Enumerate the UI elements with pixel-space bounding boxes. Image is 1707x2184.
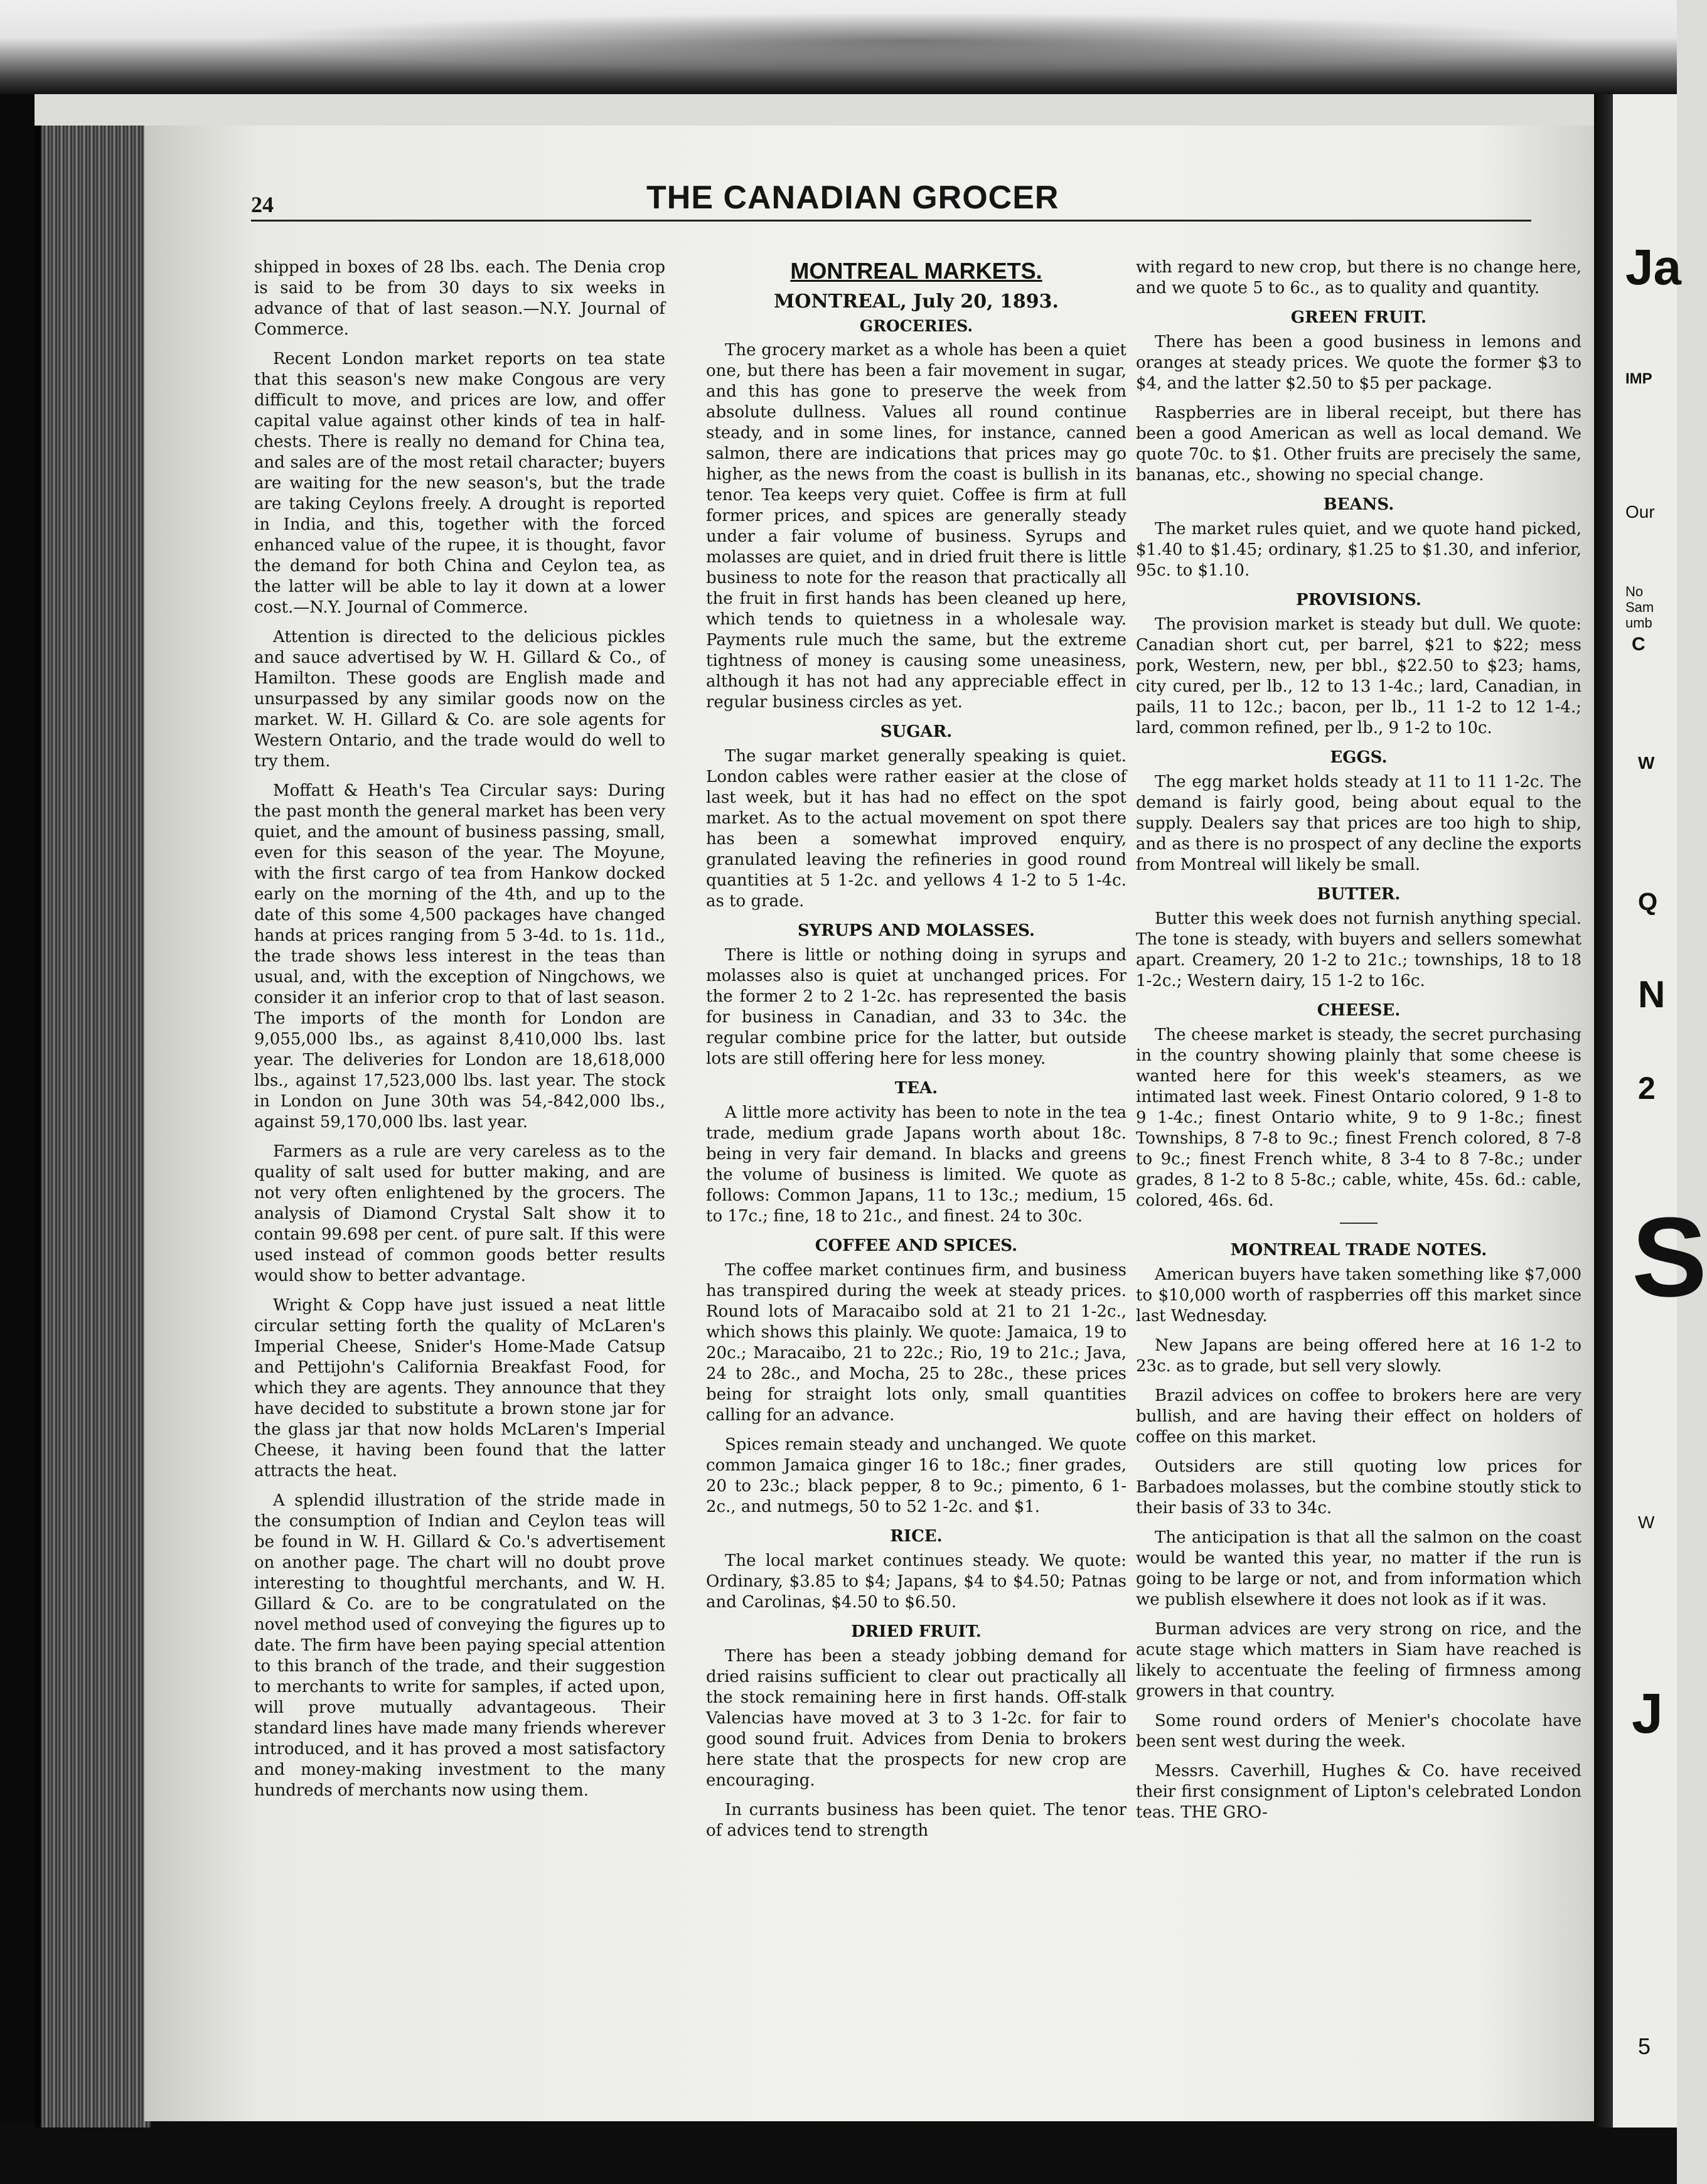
header-rule	[251, 220, 1531, 222]
film-top-border	[0, 0, 1677, 94]
article-paragraph: A splendid illustration of the stride made in the consumption of Indian and Ceylon teas will be found in W. H. Gillard & Co.'s advertisement on another page. The chart will no doubt prove interesting to thoughtful merchants, and W. H. Gillard & Co. are to be congratulated on the novel method used of conveying the figures up to date. The firm have been paying special attention to this branch of the trade, and their suggestion to merchants to write for samples, if acted upon, will prove mutually advantageous. Their standard lines have made many friends wherever introduced, and it has proved a most satisfactory and money-making investment to the many hundreds of merchants now using them.	[254, 1491, 665, 1800]
section-heading: RICE.	[890, 1527, 943, 1546]
market-report: The coffee market continues firm, and business has transpired during the week at steady prices. Round lots of Maracaibo sold at 21 to 21 1-2c., which shows this plainly. We quote: Jamaica, 19 to 20c.; Maracaibo, 21 to 22c.; Rio, 19 to 21c.; Java, 24 to 28c., and Mocha, 25 to 28c., these prices being for straight lots only, small quantities calling for an advance.	[706, 1261, 1126, 1425]
section-heading: COFFEE AND SPICES.	[815, 1236, 1018, 1255]
trade-note: New Japans are being offered here at 16 1-2 to 23c. as to grade, but sell very slowly.	[1136, 1336, 1581, 1376]
market-report: The sugar market generally speaking is quiet. London cables were rather easier at the close of last week, but it has had no effect on the spot market. As to the actual movement on spot there has been a somewhat improved enquiry, granulated leaving the refineries in good round quantities at 5 1-2c. and yellows 4 1-2 to 5 1-4c. as to grade.	[706, 747, 1126, 911]
section-heading: EGGS.	[1330, 748, 1388, 767]
page-header	[251, 179, 1531, 223]
trade-note: Brazil advices on coffee to brokers here are very bullish, and are having their effect on holders of coffee on this market.	[1136, 1386, 1581, 1447]
book-spine	[35, 126, 151, 2128]
fragment: W	[1638, 1512, 1655, 1532]
fragment: 2	[1638, 1071, 1656, 1106]
market-report: The local market continues steady. We quote: Ordinary, $3.85 to $4; Japans, $4 to $4.50; Patnas and Carolinas, $4.50 to $6.50.	[706, 1551, 1126, 1612]
section-heading: BEANS.	[1323, 495, 1394, 514]
fragment: No	[1625, 584, 1644, 599]
market-report: There has been a steady jobbing demand for dried raisins sufficient to clear out practically all the stock remaining here in first hands. Off-stalk Valencias have moved at 3 to 3 1-2c. for fair to good sound fruit. Advices from Denia to brokers here state that the prospects for new crop are encouraging.	[706, 1647, 1126, 1790]
section-heading: GROCERIES.	[859, 317, 973, 335]
market-report: The market rules quiet, and we quote hand picked, $1.40 to $1.45; ordinary, $1.25 to $1.30, and inferior, 95c. to $1.10.	[1136, 520, 1581, 580]
section-heading: SUGAR.	[880, 722, 953, 741]
trade-note: Messrs. Caverhill, Hughes & Co. have received their first consignment of Lipton's celebrated London teas. THE GRO-	[1136, 1762, 1581, 1822]
section-divider	[1340, 1223, 1378, 1224]
market-report: Spices remain steady and unchanged. We quote common Jamaica ginger 16 to 18c.; finer grades, 20 to 23c.; black pepper, 8 to 9c.; pimento, 6 1-2c., and nutmegs, 50 to 52 1-2c. and $1.	[706, 1435, 1126, 1516]
section-masthead: MONTREAL MARKETS.	[790, 258, 1042, 284]
fragment: S	[1632, 1194, 1707, 1320]
fragment: W	[1638, 753, 1655, 773]
market-report: A little more activity has been to note in the tea trade, medium grade Japans worth about 18c. being in very fair demand. In blacks and greens the volume of business is limited. We quote as follows: Common Japans, 11 to 13c.; medium, 15 to 17c.; fine, 18 to 21c., and finest. 24 to 30c.	[706, 1103, 1126, 1226]
column-1	[254, 257, 665, 2109]
fragment: Our	[1625, 502, 1655, 522]
fragment: IMP	[1625, 370, 1652, 387]
article-paragraph: Recent London market reports on tea state that this season's new make Congous are very difficult to move, and prices are low, and offer capital value against other kinds of tea in half-chests. There is really no demand for China tea, and sales are of the most retail character; buyers are waiting for the new season's, but the trade are taking Ceylons freely. A drought is reported in India, and this, together with the forced enhanced value of the rupee, it is thought, favor the demand for both China and Ceylon tea, as the latter will be able to lay it down at a lower cost.—N.Y. Journal of Commerce.	[254, 350, 665, 617]
fragment: Ja	[1625, 239, 1681, 295]
market-report: with regard to new crop, but there is no change here, and we quote 5 to 6c., as to quality and quantity.	[1136, 258, 1581, 297]
article-paragraph: Attention is directed to the delicious pickles and sauce advertised by W. H. Gillard & Co., of Hamilton. These goods are English made and unsurpassed by any similar goods now on the market. W. H. Gillard & Co. are sole agents for Western Ontario, and the trade would do well to try them.	[254, 628, 665, 771]
page-number: 24	[251, 192, 274, 217]
adjacent-page	[1613, 94, 1707, 2128]
section-heading: CHEESE.	[1317, 1001, 1401, 1020]
column-3	[1136, 257, 1581, 2109]
fragment: Sam	[1625, 599, 1654, 615]
article-paragraph: Farmers as a rule are very careless as to the quality of salt used for butter making, and are not very often enlightened by the grocers. The analysis of Diamond Crystal Salt show it to contain 99.698 per cent. of pure salt. If this were used instead of common goods better results would show to better advantage.	[254, 1142, 665, 1285]
trade-notes-heading: MONTREAL TRADE NOTES.	[1230, 1241, 1487, 1260]
fragment: J	[1632, 1683, 1664, 1745]
fragment: C	[1632, 634, 1645, 655]
article-paragraph: shipped in boxes of 28 lbs. each. The Denia crop is said to be from 30 days to six weeks in advance of that of last season.—N.Y. Journal of Commerce.	[254, 258, 665, 339]
section-heading: PROVISIONS.	[1296, 591, 1421, 609]
market-report: Raspberries are in liberal receipt, but there has been a good American as well as local demand. We quote 70c. to $1. Other fruits are precisely the same, bananas, etc., showing no special change.	[1136, 404, 1581, 484]
film-left-border	[0, 94, 35, 2128]
trade-note: Some round orders of Menier's chocolate have been sent west during the week.	[1136, 1711, 1581, 1751]
section-heading: DRIED FRUIT.	[851, 1622, 982, 1641]
market-report: Butter this week does not furnish anything special. The tone is steady, with buyers and sellers somewhat apart. Creamery, 20 1-2 to 21c.; townships, 18 to 18 1-2c.; Western dairy, 15 1-2 to 16c.	[1136, 909, 1581, 990]
fragment: 5	[1638, 2033, 1651, 2059]
page-gutter	[1594, 94, 1613, 2128]
section-heading: TEA.	[894, 1079, 938, 1098]
market-report: The egg market holds steady at 11 to 11 1-2c. The demand is fairly good, being about equal to the supply. Dealers say that prices are too high to ship, and as there is no prospect of any decline the exports from Montreal will likely be small.	[1136, 773, 1581, 874]
column-2	[706, 257, 1126, 2109]
article-paragraph: Moffatt & Heath's Tea Circular says: During the past month the general market has been very quiet, and the amount of business passing, small, even for this season of the year. The Moyune, with the first cargo of tea from Hankow docked early on the morning of the 4th, and up to the date of this some 4,500 packages have changed hands at prices ranging from 5 3-4d. to 1s. 11d., the trade shows less interest in the teas than usual, and, with the exception of Ningchows, we consider it an inferior crop to that of last season. The imports of the month for London are 9,055,000 lbs., as against 8,410,000 lbs. last year. The deliveries for London are 18,618,000 lbs., against 17,523,000 lbs. last year. The stock in London on June 30th was 54,-842,000 lbs., against 59,170,000 lbs. last year.	[254, 781, 665, 1132]
article-paragraph: Wright & Copp have just issued a neat little circular setting forth the quality of McLaren's Imperial Cheese, Snider's Home-Made Catsup and Pettijohn's California Breakfast Food, for which they are agents. They announce that they have decided to substitute a brown stone jar for the glass jar that now holds McLaren's Imperial Cheese, it having been found that the latter attracts the heat.	[254, 1296, 665, 1480]
fragment: umb	[1625, 615, 1652, 631]
market-report: In currants business has been quiet. The tenor of advices tend to strength	[706, 1801, 1126, 1840]
trade-note: Outsiders are still quoting low prices for Barbadoes molasses, but the combine stoutly stick to their basis of 33 to 34c.	[1136, 1457, 1581, 1518]
trade-note: The anticipation is that all the salmon on the coast would be wanted this year, no matter if the run is going to be large or not, and from information which we publish elsewhere it does not look as if it was.	[1136, 1528, 1581, 1609]
dateline: MONTREAL, July 20, 1893.	[774, 291, 1059, 313]
section-heading: GREEN FRUIT.	[1290, 308, 1427, 327]
trade-note: American buyers have taken something like $7,000 to $10,000 worth of raspberries off this market since last Wednesday.	[1136, 1265, 1581, 1325]
market-report: There has been a good business in lemons and oranges at steady prices. We quote the former $3 to $4, and the latter $2.50 to $5 per package.	[1136, 333, 1581, 393]
film-bottom-border	[0, 2121, 1677, 2184]
market-report: There is little or nothing doing in syrups and molasses also is quiet at unchanged prices. For the former 2 to 2 1-2c. has represented the basis for business in Canadian, and 33 to 34c. the regular combine price for the latter, but outside lots are still offering here for less money.	[706, 946, 1126, 1068]
section-heading: BUTTER.	[1317, 885, 1401, 904]
newspaper-title: THE CANADIAN GROCER	[646, 179, 1059, 216]
fragment: N	[1638, 973, 1666, 1015]
fragment: Q	[1638, 888, 1658, 916]
trade-note: Burman advices are very strong on rice, and the acute stage which matters in Siam have reached is likely to accentuate the feeling of firmness among growers in that country.	[1136, 1620, 1581, 1701]
section-heading: SYRUPS AND MOLASSES.	[797, 921, 1035, 940]
market-report: The cheese market is steady, the secret purchasing in the country showing plainly that some cheese is wanted here for this week's steamers, as we intimated last week. Finest Ontario colored, 9 1-8 to 9 1-4c.; finest Ontario white, 9 to 9 1-8c.; finest Townships, 8 7-8 to 9c.; finest French colored, 8 7-8 to 9c.; finest French white, 8 3-4 to 8 7-8c.; under grades, 8 1-2 to 8 5-8c.; cable, white, 45s. 6d.: cable, colored, 46s. 6d.	[1136, 1025, 1581, 1210]
market-report: The grocery market as a whole has been a quiet one, but there has been a fair movement in sugar, and this has gone to preserve the week from absolute dullness. Values all round continue steady, and in some lines, for instance, canned salmon, there are indications that prices may go higher, as the news from the coast is bullish in its tenor. Tea keeps very quiet. Coffee is firm at full former prices, and spices are generally steady under a fair volume of business. Syrups and molasses are quiet, and in dried fruit there is little business to note for the reason that practically all the fruit in first hands has been cleaned up here, which tends to quietness in a wholesale way. Payments rule much the same, but the extreme tightness of money is causing some uneasiness, although it has not had any appreciable effect in regular business circles as yet.	[706, 341, 1126, 712]
market-report: The provision market is steady but dull. We quote: Canadian short cut, per barrel, $21 to $22; mess pork, Western, new, per bbl., $22.50 to $23; hams, city cured, per lb., 12 to 13 1-4c.; lard, Canadian, in pails, 11 to 12c.; bacon, per lb., 11 1-2 to 12 1-4.; lard, common refined, per lb., 9 1-2 to 10c.	[1136, 615, 1581, 737]
